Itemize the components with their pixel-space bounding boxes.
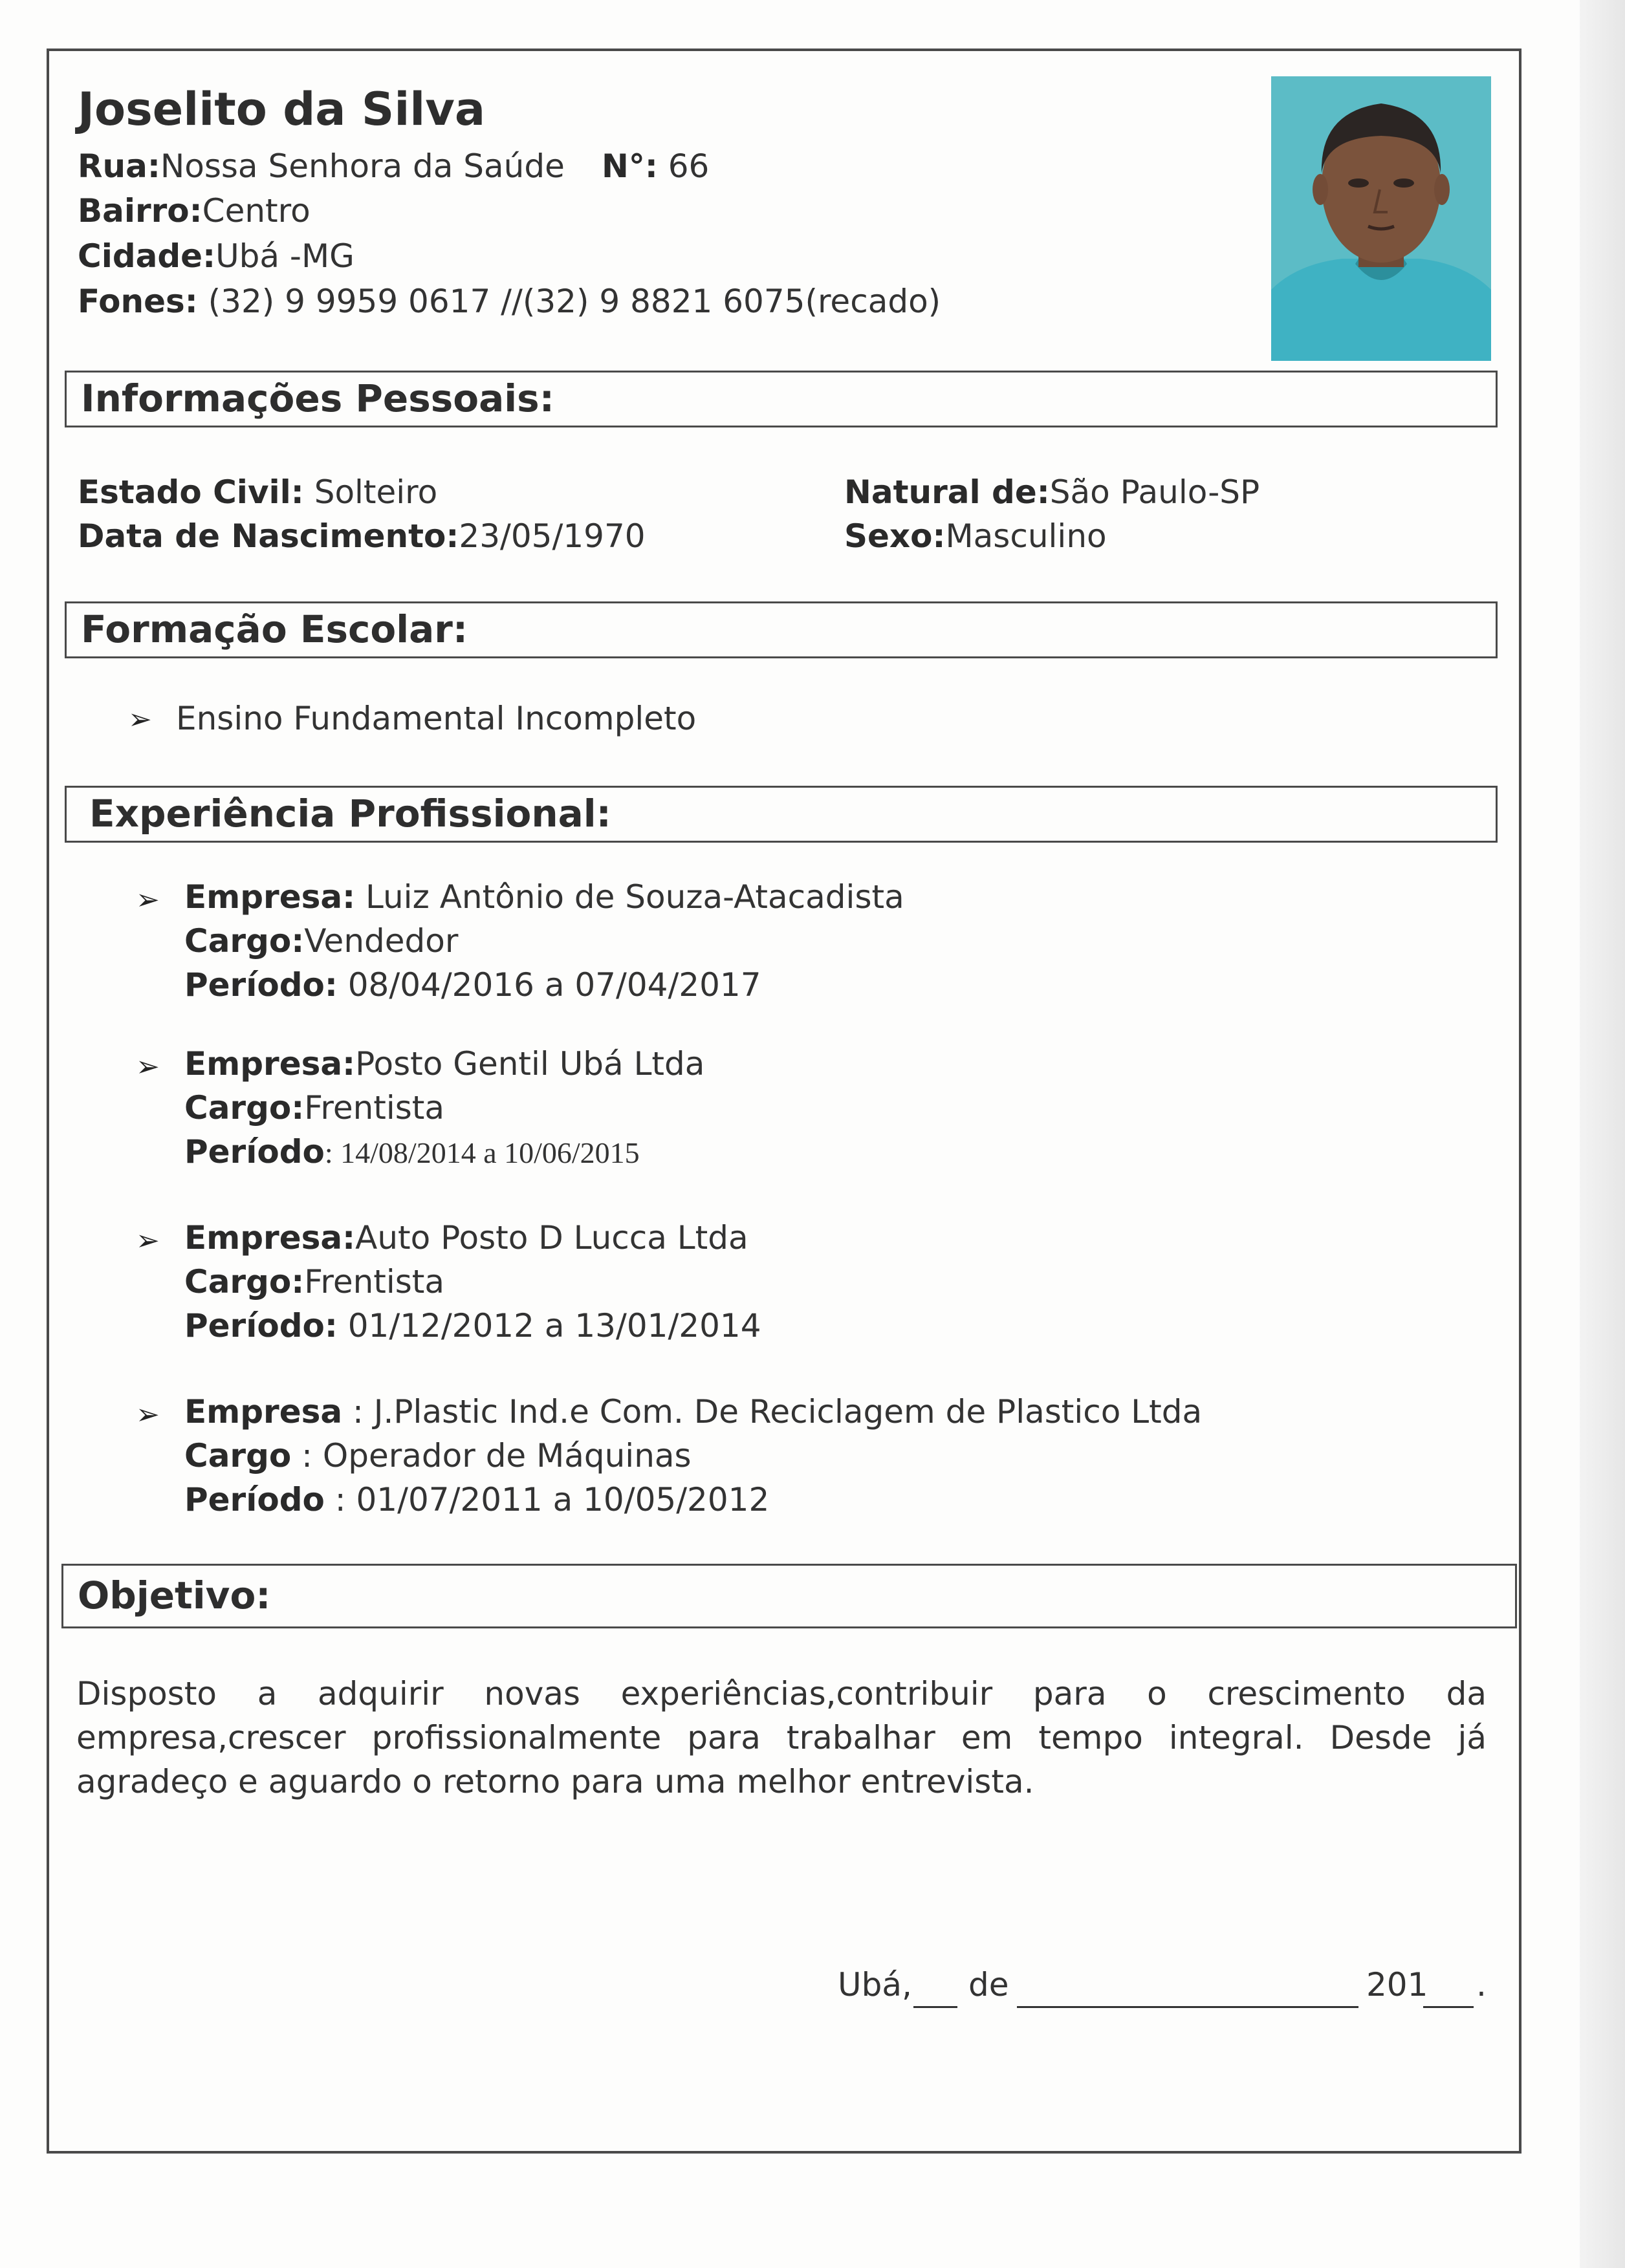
birthplace-line <box>844 473 1260 511</box>
birth-date-value: 23/05/1970 <box>459 517 646 555</box>
personal-info-title: Informações Pessoais: <box>81 376 554 420</box>
signature-end: . <box>1476 1966 1487 2003</box>
objective-title: Objetivo: <box>78 1573 271 1617</box>
education-item: Ensino Fundamental Incompleto <box>176 700 697 737</box>
sex-label: Sexo: <box>844 517 946 555</box>
marital-status-value: Solteiro <box>303 473 438 511</box>
sex-line <box>844 517 1107 555</box>
birth-date-label: Data de Nascimento: <box>78 517 459 555</box>
year-blank-line <box>1423 2006 1474 2008</box>
neighborhood-label: Bairro: <box>78 192 202 230</box>
birthplace-value: São Paulo-SP <box>1049 473 1260 511</box>
education-header <box>65 601 1498 658</box>
address-street-line <box>78 147 565 185</box>
portrait-image <box>1271 76 1491 361</box>
street-label: Rua: <box>78 147 160 185</box>
job-2-period: Período: 14/08/2014 a 10/06/2015 <box>184 1133 640 1171</box>
job-3-period: Período: 01/12/2012 a 13/01/2014 <box>184 1307 761 1345</box>
marital-status-line <box>78 473 437 511</box>
candidate-photo <box>1271 76 1491 361</box>
experience-title: Experiência Profissional: <box>89 792 611 836</box>
phones-line <box>78 283 941 320</box>
city-line <box>78 237 354 275</box>
objective-text: Disposto a adquirir novas experiências,contribuir para o crescimento da empresa,crescer profissionalmente para trabalhar em tempo integral. Desde já agradeço e aguardo o retorno para uma melhor entrevista. <box>76 1675 1487 1800</box>
job-2-company: Empresa:Posto Gentil Ubá Ltda <box>184 1045 705 1083</box>
bullet-arrow-icon: ➢ <box>128 703 152 736</box>
city-value: Ubá -MG <box>215 237 354 275</box>
signature-year: 201 <box>1366 1966 1428 2003</box>
birth-date-line <box>78 517 646 555</box>
job-4-company: Empresa : J.Plastic Ind.e Com. De Reciclagem de Plastico Ltda <box>184 1393 1203 1431</box>
phones-label: Fones: <box>78 283 198 320</box>
birthplace-label: Natural de: <box>844 473 1050 511</box>
day-blank-line <box>913 2006 957 2008</box>
neighborhood-line <box>78 192 311 230</box>
number-value: 66 <box>657 147 710 185</box>
job-4-role: Cargo : Operador de Máquinas <box>184 1437 692 1474</box>
page-edge-shadow <box>1580 0 1625 2268</box>
bullet-arrow-icon: ➢ <box>136 1398 160 1431</box>
city-label: Cidade: <box>78 237 216 275</box>
bullet-arrow-icon: ➢ <box>136 1050 160 1083</box>
street-value: Nossa Senhora da Saúde <box>160 147 565 185</box>
signature-de: de <box>968 1966 1009 2003</box>
bullet-arrow-icon: ➢ <box>136 1224 160 1257</box>
personal-info-header <box>65 371 1498 427</box>
month-blank-line <box>1017 2006 1358 2008</box>
bullet-arrow-icon: ➢ <box>136 883 160 916</box>
job-3-role: Cargo:Frentista <box>184 1263 445 1301</box>
neighborhood-value: Centro <box>202 192 311 230</box>
job-1-company: Empresa: Luiz Antônio de Souza-Atacadista <box>184 878 904 916</box>
sex-value: Masculino <box>945 517 1107 555</box>
candidate-name: Joselito da Silva <box>78 83 486 136</box>
job-3-company: Empresa:Auto Posto D Lucca Ltda <box>184 1219 748 1257</box>
marital-status-label: Estado Civil: <box>78 473 304 511</box>
education-title: Formação Escolar: <box>81 607 468 651</box>
job-2-role: Cargo:Frentista <box>184 1089 445 1127</box>
job-1-period: Período: 08/04/2016 a 07/04/2017 <box>184 966 761 1004</box>
number-label: N°: <box>602 147 658 185</box>
signature-city: Ubá, <box>838 1966 912 2003</box>
objective-header <box>61 1564 1517 1628</box>
phones-value: (32) 9 9959 0617 //(32) 9 8821 6075(recado) <box>197 283 941 320</box>
job-4-period: Período : 01/07/2011 a 10/05/2012 <box>184 1481 770 1518</box>
experience-header <box>65 786 1498 843</box>
address-number-line <box>602 147 709 185</box>
job-1-role: Cargo:Vendedor <box>184 922 459 960</box>
